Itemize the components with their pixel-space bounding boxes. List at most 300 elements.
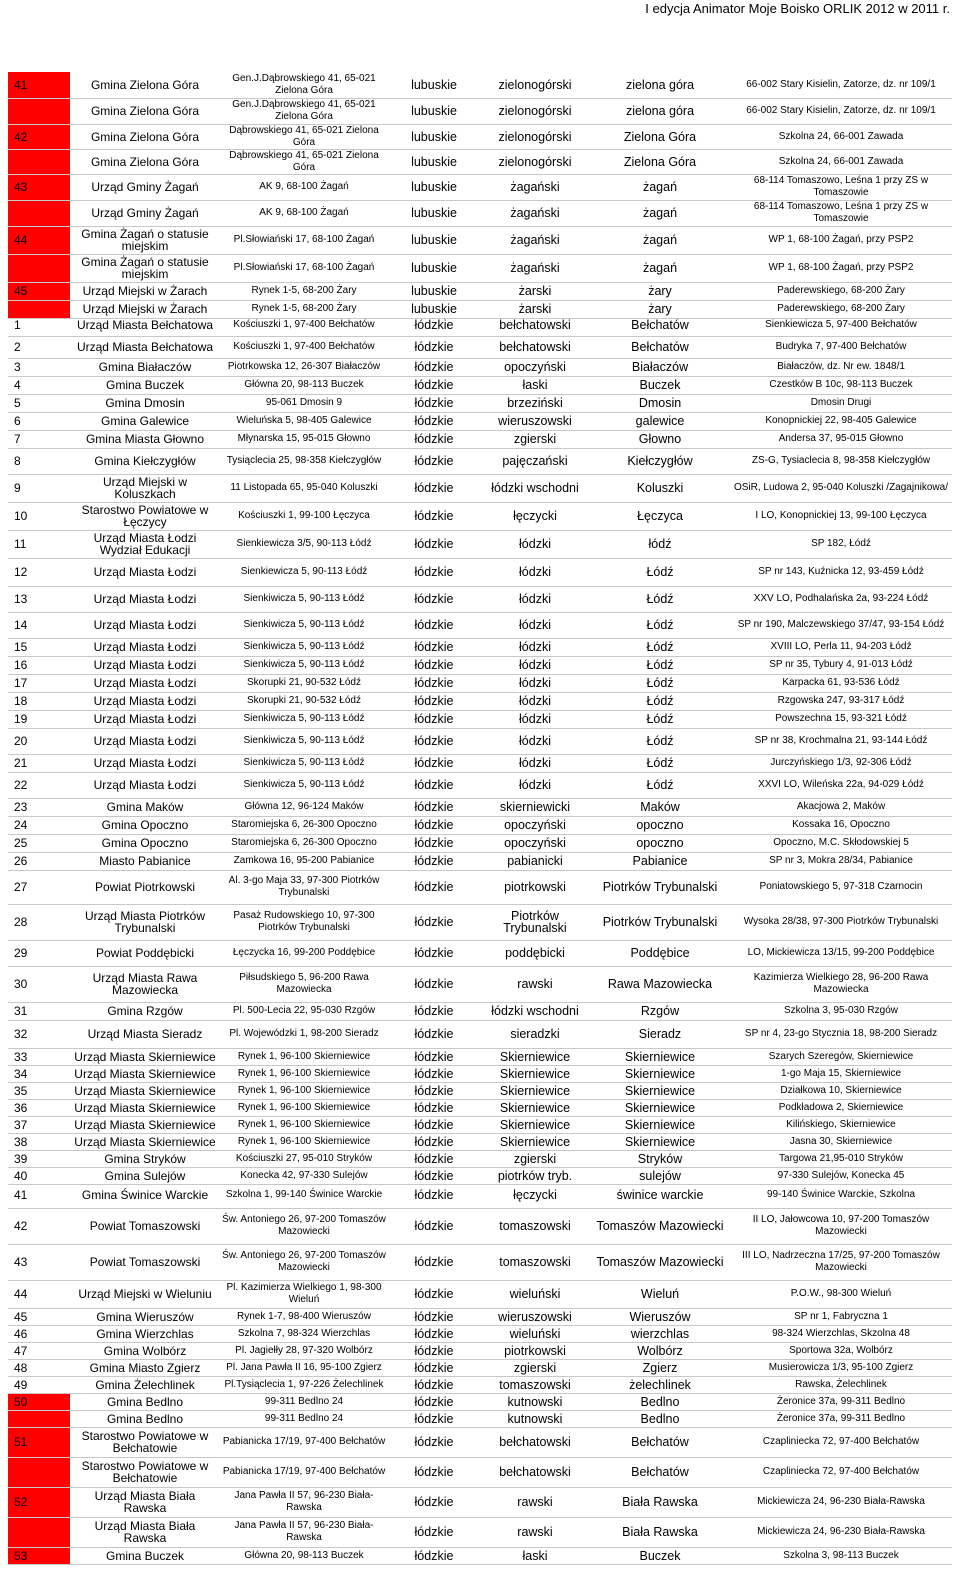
cell-no: 37 xyxy=(8,1116,70,1133)
cell-gmina: Bełchatów xyxy=(590,314,730,336)
table-row xyxy=(8,358,952,376)
cell-place: Szarych Szeregów, Skierniewice xyxy=(730,1048,952,1065)
cell-place: Szkolna 24, 66-001 Zawada xyxy=(730,124,952,149)
cell-woj: łódzkie xyxy=(388,1427,480,1457)
cell-addr: Gen.J.Dąbrowskiego 41, 65-021 Zielona Góra xyxy=(220,72,388,98)
cell-addr: Rynek 1, 96-100 Skierniewice xyxy=(220,1082,388,1099)
cell-no: 44 xyxy=(8,1280,70,1308)
cell-place: 98-324 Wierzchlas, Skzolna 48 xyxy=(730,1325,952,1342)
table-row xyxy=(8,966,952,1002)
cell-name: Gmina Zielona Góra xyxy=(70,124,220,149)
cell-gmina: Sieradz xyxy=(590,1020,730,1048)
cell-addr: Skorupki 21, 90-532 Łódź xyxy=(220,674,388,692)
cell-gmina: Piotrków Trybunalski xyxy=(590,904,730,940)
cell-place: 1-go Maja 15, Skierniewice xyxy=(730,1065,952,1082)
table-row xyxy=(8,412,952,430)
cell-addr: Sienkiwicza 5, 90-113 Łódź xyxy=(220,728,388,754)
cell-pow: Skierniewice xyxy=(480,1099,590,1116)
cell-woj: łódzkie xyxy=(388,1020,480,1048)
cell-no: 36 xyxy=(8,1099,70,1116)
cell-no: 52 xyxy=(8,1487,70,1517)
cell-no: 43 xyxy=(8,174,70,200)
table-row xyxy=(8,816,952,834)
cell-woj: łódzkie xyxy=(388,1342,480,1359)
cell-pow: rawski xyxy=(480,1487,590,1517)
table-row xyxy=(8,904,952,940)
cell-woj: łódzkie xyxy=(388,1150,480,1167)
table-row xyxy=(8,530,952,558)
cell-name: Gmina Bedlno xyxy=(70,1393,220,1410)
cell-addr: Św. Antoniego 26, 97-200 Tomaszów Mazowiecki xyxy=(220,1208,388,1244)
cell-pow: piotrków tryb. xyxy=(480,1167,590,1184)
cell-addr: Pabianicka 17/19, 97-400 Bełchatów xyxy=(220,1427,388,1457)
cell-no xyxy=(8,200,70,226)
cell-name: Urząd Miasta Bełchatowa xyxy=(70,336,220,358)
cell-name: Starostwo Powiatowe w Bełchatowie xyxy=(70,1457,220,1487)
cell-name: Urząd Miejski w Wieluniu xyxy=(70,1280,220,1308)
cell-addr: Rynek 1-7, 98-400 Wieruszów xyxy=(220,1308,388,1325)
cell-place: XVIII LO, Perla 11, 94-203 Łódź xyxy=(730,638,952,656)
cell-pow: Skierniewice xyxy=(480,1048,590,1065)
cell-no: 28 xyxy=(8,904,70,940)
table-row xyxy=(8,674,952,692)
table-row xyxy=(8,336,952,358)
cell-place: 68-114 Tomaszowo, Leśna 1 przy ZS w Tomaszowie xyxy=(730,174,952,200)
cell-gmina: Bełchatów xyxy=(590,1427,730,1457)
cell-gmina: wierzchlas xyxy=(590,1325,730,1342)
cell-pow: pabianicki xyxy=(480,852,590,870)
table-row xyxy=(8,1082,952,1099)
cell-gmina: Skierniewice xyxy=(590,1133,730,1150)
cell-pow: żagański xyxy=(480,226,590,254)
cell-pow: zielonogórski xyxy=(480,124,590,149)
table-row xyxy=(8,656,952,674)
cell-name: Urząd Miasta Skierniewice xyxy=(70,1133,220,1150)
table-row xyxy=(8,430,952,448)
cell-no: 25 xyxy=(8,834,70,852)
cell-gmina: Łódź xyxy=(590,710,730,728)
table-row xyxy=(8,558,952,586)
cell-woj: łódzkie xyxy=(388,1082,480,1099)
cell-woj: łódzkie xyxy=(388,656,480,674)
cell-name: Urząd Miasta Łodzi xyxy=(70,638,220,656)
cell-gmina: Dmosin xyxy=(590,394,730,412)
cell-gmina: Buczek xyxy=(590,376,730,394)
table-row xyxy=(8,1342,952,1359)
table-row xyxy=(8,282,952,300)
cell-pow: łódzki xyxy=(480,558,590,586)
cell-place: WP 1, 68-100 Żagań, przy PSP2 xyxy=(730,226,952,254)
cell-woj: łódzkie xyxy=(388,1065,480,1082)
cell-woj: łódzkie xyxy=(388,1182,480,1208)
cell-pow: łaski xyxy=(480,376,590,394)
cell-gmina: Skierniewice xyxy=(590,1116,730,1133)
cell-name: Powiat Tomaszowski xyxy=(70,1208,220,1244)
cell-no: 40 xyxy=(8,1167,70,1184)
cell-place: Mickiewicza 24, 96-230 Biała-Rawska xyxy=(730,1487,952,1517)
cell-no: 45 xyxy=(8,1308,70,1325)
cell-place: SP nr 38, Krochmalna 21, 93-144 Łódź xyxy=(730,728,952,754)
cell-woj: łódzkie xyxy=(388,904,480,940)
cell-addr: Dąbrowskiego 41, 65-021 Zielona Góra xyxy=(220,149,388,174)
cell-addr: Pl. Kazimierza Wielkiego 1, 98-300 Wieluń xyxy=(220,1280,388,1308)
cell-addr: 11 Listopada 65, 95-040 Koluszki xyxy=(220,474,388,502)
cell-pow: łódzki xyxy=(480,638,590,656)
cell-pow: zielonogórski xyxy=(480,72,590,98)
cell-woj: łódzkie xyxy=(388,870,480,904)
cell-addr: Sienkiwicza 5, 90-113 Łódź xyxy=(220,772,388,798)
cell-place: 68-114 Tomaszowo, Leśna 1 przy ZS w Tomaszowie xyxy=(730,200,952,226)
cell-gmina: żagań xyxy=(590,226,730,254)
cell-no: 11 xyxy=(8,530,70,558)
cell-name: Urząd Miasta Łodzi xyxy=(70,754,220,772)
cell-name: Gmina Buczek xyxy=(70,376,220,394)
cell-place: Podkładowa 2, Skierniewice xyxy=(730,1099,952,1116)
cell-place: SP nr 143, Kuźnicka 12, 93-459 Łódź xyxy=(730,558,952,586)
cell-place: WP 1, 68-100 Żagań, przy PSP2 xyxy=(730,254,952,282)
cell-pow: sieradzki xyxy=(480,1020,590,1048)
cell-pow: Skierniewice xyxy=(480,1133,590,1150)
cell-gmina: Skierniewice xyxy=(590,1099,730,1116)
cell-addr: Piłsudskiego 5, 96-200 Rawa Mazowiecka xyxy=(220,966,388,1002)
cell-addr: Sienkiewicza 5, 90-113 Łódź xyxy=(220,558,388,586)
cell-pow: zgierski xyxy=(480,1150,590,1167)
cell-no xyxy=(8,1517,70,1547)
cell-name: Powiat Tomaszowski xyxy=(70,1244,220,1280)
cell-no: 23 xyxy=(8,798,70,816)
cell-no: 46 xyxy=(8,1325,70,1342)
cell-place: Żeronice 37a, 99-311 Bedlno xyxy=(730,1410,952,1427)
cell-pow: łódzki wschodni xyxy=(480,1002,590,1020)
cell-no: 26 xyxy=(8,852,70,870)
cell-place: Paderewskiego, 68-200 Żary xyxy=(730,282,952,300)
cell-gmina: Bełchatów xyxy=(590,1457,730,1487)
cell-addr: Skorupki 21, 90-532 Łódź xyxy=(220,692,388,710)
cell-name: Gmina Białaczów xyxy=(70,358,220,376)
cell-gmina: Zgierz xyxy=(590,1359,730,1376)
cell-gmina: Bedlno xyxy=(590,1410,730,1427)
cell-gmina: Biała Rawska xyxy=(590,1517,730,1547)
cell-gmina: Maków xyxy=(590,798,730,816)
cell-pow: łęczycki xyxy=(480,502,590,530)
cell-woj: łódzkie xyxy=(388,1517,480,1547)
table-row xyxy=(8,1325,952,1342)
cell-addr: Sienkiwicza 5, 90-113 Łódź xyxy=(220,612,388,638)
cell-gmina: Łódź xyxy=(590,754,730,772)
cell-gmina: Łęczyca xyxy=(590,502,730,530)
cell-addr: Pl.Tysiąclecia 1, 97-226 Żelechlinek xyxy=(220,1376,388,1393)
cell-no: 14 xyxy=(8,612,70,638)
cell-addr: Główna 20, 98-113 Buczek xyxy=(220,1547,388,1564)
cell-woj: łódzkie xyxy=(388,430,480,448)
cell-name: Urząd Miasta Łodzi xyxy=(70,558,220,586)
table-row xyxy=(8,1002,952,1020)
cell-pow: żagański xyxy=(480,254,590,282)
cell-pow: łódzki xyxy=(480,772,590,798)
cell-place: Opoczno, M.C. Skłodowskiej 5 xyxy=(730,834,952,852)
cell-place: Mickiewicza 24, 96-230 Biała-Rawska xyxy=(730,1517,952,1547)
cell-pow: tomaszowski xyxy=(480,1376,590,1393)
cell-no xyxy=(8,1410,70,1427)
data-table xyxy=(8,72,952,319)
cell-woj: łódzkie xyxy=(388,1099,480,1116)
cell-woj: łódzkie xyxy=(388,474,480,502)
cell-addr: Rynek 1, 96-100 Skierniewice xyxy=(220,1116,388,1133)
cell-pow: łódzki xyxy=(480,728,590,754)
table-row xyxy=(8,1244,952,1280)
cell-woj: łódzkie xyxy=(388,314,480,336)
cell-no: 16 xyxy=(8,656,70,674)
cell-gmina: Bedlno xyxy=(590,1393,730,1410)
cell-woj: łódzkie xyxy=(388,754,480,772)
cell-place: Sienkiewicza 5, 97-400 Bełchatów xyxy=(730,314,952,336)
cell-addr: Jana Pawła II 57, 96-230 Biała-Rawska xyxy=(220,1517,388,1547)
cell-name: Urząd Miasta Skierniewice xyxy=(70,1048,220,1065)
cell-addr: Rynek 1, 96-100 Skierniewice xyxy=(220,1048,388,1065)
cell-name: Urząd Miasta Łodzi xyxy=(70,656,220,674)
table-row xyxy=(8,1376,952,1393)
cell-name: Gmina Żagań o statusie miejskim xyxy=(70,254,220,282)
cell-addr: Pl.Słowiański 17, 68-100 Żagań xyxy=(220,254,388,282)
cell-woj: łódzkie xyxy=(388,1325,480,1342)
cell-name: Gmina Zielona Góra xyxy=(70,98,220,124)
cell-name: Urząd Miejski w Koluszkach xyxy=(70,474,220,502)
cell-name: Gmina Wierzchlas xyxy=(70,1325,220,1342)
cell-gmina: zielona góra xyxy=(590,72,730,98)
cell-addr: Główna 12, 96-124 Maków xyxy=(220,798,388,816)
cell-no: 5 xyxy=(8,394,70,412)
cell-place: Budryka 7, 97-400 Bełchatów xyxy=(730,336,952,358)
table-row xyxy=(8,226,952,254)
cell-pow: Piotrków Trybunalski xyxy=(480,904,590,940)
cell-pow: bełchatowski xyxy=(480,1457,590,1487)
cell-pow: tomaszowski xyxy=(480,1244,590,1280)
cell-woj: łódzkie xyxy=(388,1457,480,1487)
cell-place: Czapliniecka 72, 97-400 Bełchatów xyxy=(730,1427,952,1457)
cell-name: Urząd Gminy Żagań xyxy=(70,174,220,200)
cell-pow: wieluński xyxy=(480,1325,590,1342)
table-row xyxy=(8,254,952,282)
cell-pow: wieruszowski xyxy=(480,412,590,430)
cell-no: 43 xyxy=(8,1244,70,1280)
cell-name: Urząd Miasta Łodzi xyxy=(70,586,220,612)
cell-pow: opoczyński xyxy=(480,834,590,852)
table-row xyxy=(8,72,952,98)
cell-name: Urząd Miasta Rawa Mazowiecka xyxy=(70,966,220,1002)
cell-pow: żarski xyxy=(480,300,590,318)
cell-name: Urząd Miasta Łodzi xyxy=(70,692,220,710)
cell-addr: Pl.Słowiański 17, 68-100 Żagań xyxy=(220,226,388,254)
cell-woj: łódzkie xyxy=(388,1547,480,1564)
cell-woj: lubuskie xyxy=(388,200,480,226)
cell-no: 33 xyxy=(8,1048,70,1065)
cell-no: 38 xyxy=(8,1133,70,1150)
cell-place: 99-140 Świnice Warckie, Szkolna xyxy=(730,1182,952,1208)
cell-gmina: Rawa Mazowiecka xyxy=(590,966,730,1002)
cell-no: 53 xyxy=(8,1547,70,1564)
cell-addr: Pl. Jana Pawła II 16, 95-100 Zgierz xyxy=(220,1359,388,1376)
cell-name: Urząd Miasta Łodzi xyxy=(70,710,220,728)
cell-no: 7 xyxy=(8,430,70,448)
cell-place: Szkolna 24, 66-001 Zawada xyxy=(730,149,952,174)
cell-name: Gmina Wolbórz xyxy=(70,1342,220,1359)
cell-pow: żarski xyxy=(480,282,590,300)
table-row xyxy=(8,1359,952,1376)
cell-woj: łódzkie xyxy=(388,852,480,870)
cell-pow: rawski xyxy=(480,966,590,1002)
cell-addr: Sienkiwicza 5, 90-113 Łódź xyxy=(220,586,388,612)
cell-gmina: zielona góra xyxy=(590,98,730,124)
cell-gmina: galewice xyxy=(590,412,730,430)
cell-name: Urząd Miasta Łodzi xyxy=(70,772,220,798)
cell-place: III LO, Nadrzeczna 17/25, 97-200 Tomaszów Mazowiecki xyxy=(730,1244,952,1280)
cell-woj: lubuskie xyxy=(388,72,480,98)
cell-gmina: Wieluń xyxy=(590,1280,730,1308)
cell-name: Gmina Miasta Głowno xyxy=(70,430,220,448)
cell-addr: Rynek 1, 96-100 Skierniewice xyxy=(220,1133,388,1150)
cell-gmina: sulejów xyxy=(590,1167,730,1184)
cell-woj: lubuskie xyxy=(388,174,480,200)
cell-no: 10 xyxy=(8,502,70,530)
cell-gmina: Zielona Góra xyxy=(590,149,730,174)
cell-name: Gmina Miasto Zgierz xyxy=(70,1359,220,1376)
cell-gmina: Łódź xyxy=(590,656,730,674)
cell-woj: łódzkie xyxy=(388,834,480,852)
cell-pow: zgierski xyxy=(480,1359,590,1376)
cell-pow: bełchatowski xyxy=(480,1427,590,1457)
cell-place: Szkolna 3, 98-113 Buczek xyxy=(730,1547,952,1564)
cell-name: Gmina Wieruszów xyxy=(70,1308,220,1325)
cell-no: 1 xyxy=(8,314,70,336)
cell-addr: Pl. Jagiełły 28, 97-320 Wolbórz xyxy=(220,1342,388,1359)
table-section xyxy=(8,314,952,1185)
cell-no: 21 xyxy=(8,754,70,772)
cell-gmina: opoczno xyxy=(590,816,730,834)
cell-gmina: Białaczów xyxy=(590,358,730,376)
cell-place: Kossaka 16, Opoczno xyxy=(730,816,952,834)
cell-no: 15 xyxy=(8,638,70,656)
cell-name: Gmina Kiełczygłów xyxy=(70,448,220,474)
table-row xyxy=(8,376,952,394)
cell-name: Starostwo Powiatowe w Łęczycy xyxy=(70,502,220,530)
cell-place: Akacjowa 2, Maków xyxy=(730,798,952,816)
table-row xyxy=(8,1457,952,1487)
cell-place: SP nr 190, Malczewskiego 37/47, 93-154 Łódź xyxy=(730,612,952,638)
cell-place: Żeronice 37a, 99-311 Bedlno xyxy=(730,1393,952,1410)
cell-gmina: Pabianice xyxy=(590,852,730,870)
table-row xyxy=(8,940,952,966)
cell-woj: łódzkie xyxy=(388,1048,480,1065)
cell-addr: AK 9, 68-100 Żagań xyxy=(220,174,388,200)
cell-name: Gmina Maków xyxy=(70,798,220,816)
cell-gmina: Łódź xyxy=(590,692,730,710)
cell-gmina: żagań xyxy=(590,254,730,282)
cell-pow: opoczyński xyxy=(480,358,590,376)
cell-addr: 95-061 Dmosin 9 xyxy=(220,394,388,412)
cell-name: Gmina Stryków xyxy=(70,1150,220,1167)
cell-addr: Kościuszki 1, 97-400 Bełchatów xyxy=(220,314,388,336)
cell-name: Gmina Opoczno xyxy=(70,816,220,834)
cell-addr: Sienkiwicza 5, 90-113 Łódź xyxy=(220,710,388,728)
cell-name: Urząd Miejski w Żarach xyxy=(70,282,220,300)
table-row xyxy=(8,798,952,816)
cell-addr: Staromiejska 6, 26-300 Opoczno xyxy=(220,816,388,834)
cell-no: 42 xyxy=(8,124,70,149)
cell-name: Urząd Miasta Łodzi xyxy=(70,728,220,754)
cell-pow: brzeziński xyxy=(480,394,590,412)
cell-addr: Łęczycka 16, 99-200 Poddębice xyxy=(220,940,388,966)
cell-no: 41 xyxy=(8,72,70,98)
cell-name: Urząd Miasta Łodzi xyxy=(70,612,220,638)
table-row xyxy=(8,1150,952,1167)
cell-woj: łódzkie xyxy=(388,816,480,834)
cell-name: Gmina Opoczno xyxy=(70,834,220,852)
table-row xyxy=(8,448,952,474)
cell-place: Czapliniecka 72, 97-400 Bełchatów xyxy=(730,1457,952,1487)
cell-addr: Pabianicka 17/19, 97-400 Bełchatów xyxy=(220,1457,388,1487)
cell-pow: łódzki xyxy=(480,656,590,674)
cell-woj: łódzkie xyxy=(388,1376,480,1393)
table-row xyxy=(8,314,952,336)
cell-place: SP nr 3, Mokra 28/34, Pabianice xyxy=(730,852,952,870)
cell-name: Gmina Dmosin xyxy=(70,394,220,412)
cell-place: 66-002 Stary Kisielin, Zatorze, dz. nr 109/1 xyxy=(730,72,952,98)
cell-woj: łódzkie xyxy=(388,674,480,692)
cell-pow: bełchatowski xyxy=(480,314,590,336)
cell-place: OSiR, Ludowa 2, 95-040 Koluszki /Zagajnikowa/ xyxy=(730,474,952,502)
cell-addr: Tysiąclecia 25, 98-358 Kiełczygłów xyxy=(220,448,388,474)
cell-woj: łódzkie xyxy=(388,336,480,358)
cell-place: 97-330 Sulejów, Konecka 45 xyxy=(730,1167,952,1184)
table-row xyxy=(8,1048,952,1065)
table-row xyxy=(8,1280,952,1308)
cell-place: SP nr 35, Tybury 4, 91-013 Łódź xyxy=(730,656,952,674)
cell-gmina: żelechlinek xyxy=(590,1376,730,1393)
cell-addr: Zamkowa 16, 95-200 Pabianice xyxy=(220,852,388,870)
cell-addr: Pasaż Rudowskiego 10, 97-300 Piotrków Trybunalski xyxy=(220,904,388,940)
table-row xyxy=(8,149,952,174)
cell-woj: łódzkie xyxy=(388,772,480,798)
cell-woj: łódzkie xyxy=(388,1359,480,1376)
cell-gmina: Poddębice xyxy=(590,940,730,966)
table-row xyxy=(8,1517,952,1547)
cell-addr: Piotrkowska 12, 26-307 Białaczów xyxy=(220,358,388,376)
cell-name: Urząd Gminy Żagań xyxy=(70,200,220,226)
cell-addr: Św. Antoniego 26, 97-200 Tomaszów Mazowiecki xyxy=(220,1244,388,1280)
cell-pow: piotrkowski xyxy=(480,1342,590,1359)
cell-addr: Młynarska 15, 95-015 Głowno xyxy=(220,430,388,448)
cell-addr: Wieluńska 5, 98-405 Galewice xyxy=(220,412,388,430)
table-row xyxy=(8,612,952,638)
table-row xyxy=(8,1099,952,1116)
cell-gmina: Rzgów xyxy=(590,1002,730,1020)
cell-no: 42 xyxy=(8,1208,70,1244)
cell-addr: Pl. Wojewódzki 1, 98-200 Sieradz xyxy=(220,1020,388,1048)
cell-no: 29 xyxy=(8,940,70,966)
cell-gmina: Głowno xyxy=(590,430,730,448)
cell-place: I LO, Konopnickiej 13, 99-100 Łęczyca xyxy=(730,502,952,530)
cell-pow: zgierski xyxy=(480,430,590,448)
cell-place: Andersa 37, 95-015 Głowno xyxy=(730,430,952,448)
cell-no: 51 xyxy=(8,1427,70,1457)
cell-gmina: żagań xyxy=(590,174,730,200)
cell-pow: tomaszowski xyxy=(480,1208,590,1244)
cell-pow: łódzki wschodni xyxy=(480,474,590,502)
cell-addr: Konecka 42, 97-330 Sulejów xyxy=(220,1167,388,1184)
cell-no: 35 xyxy=(8,1082,70,1099)
cell-gmina: Wolbórz xyxy=(590,1342,730,1359)
cell-no: 44 xyxy=(8,226,70,254)
